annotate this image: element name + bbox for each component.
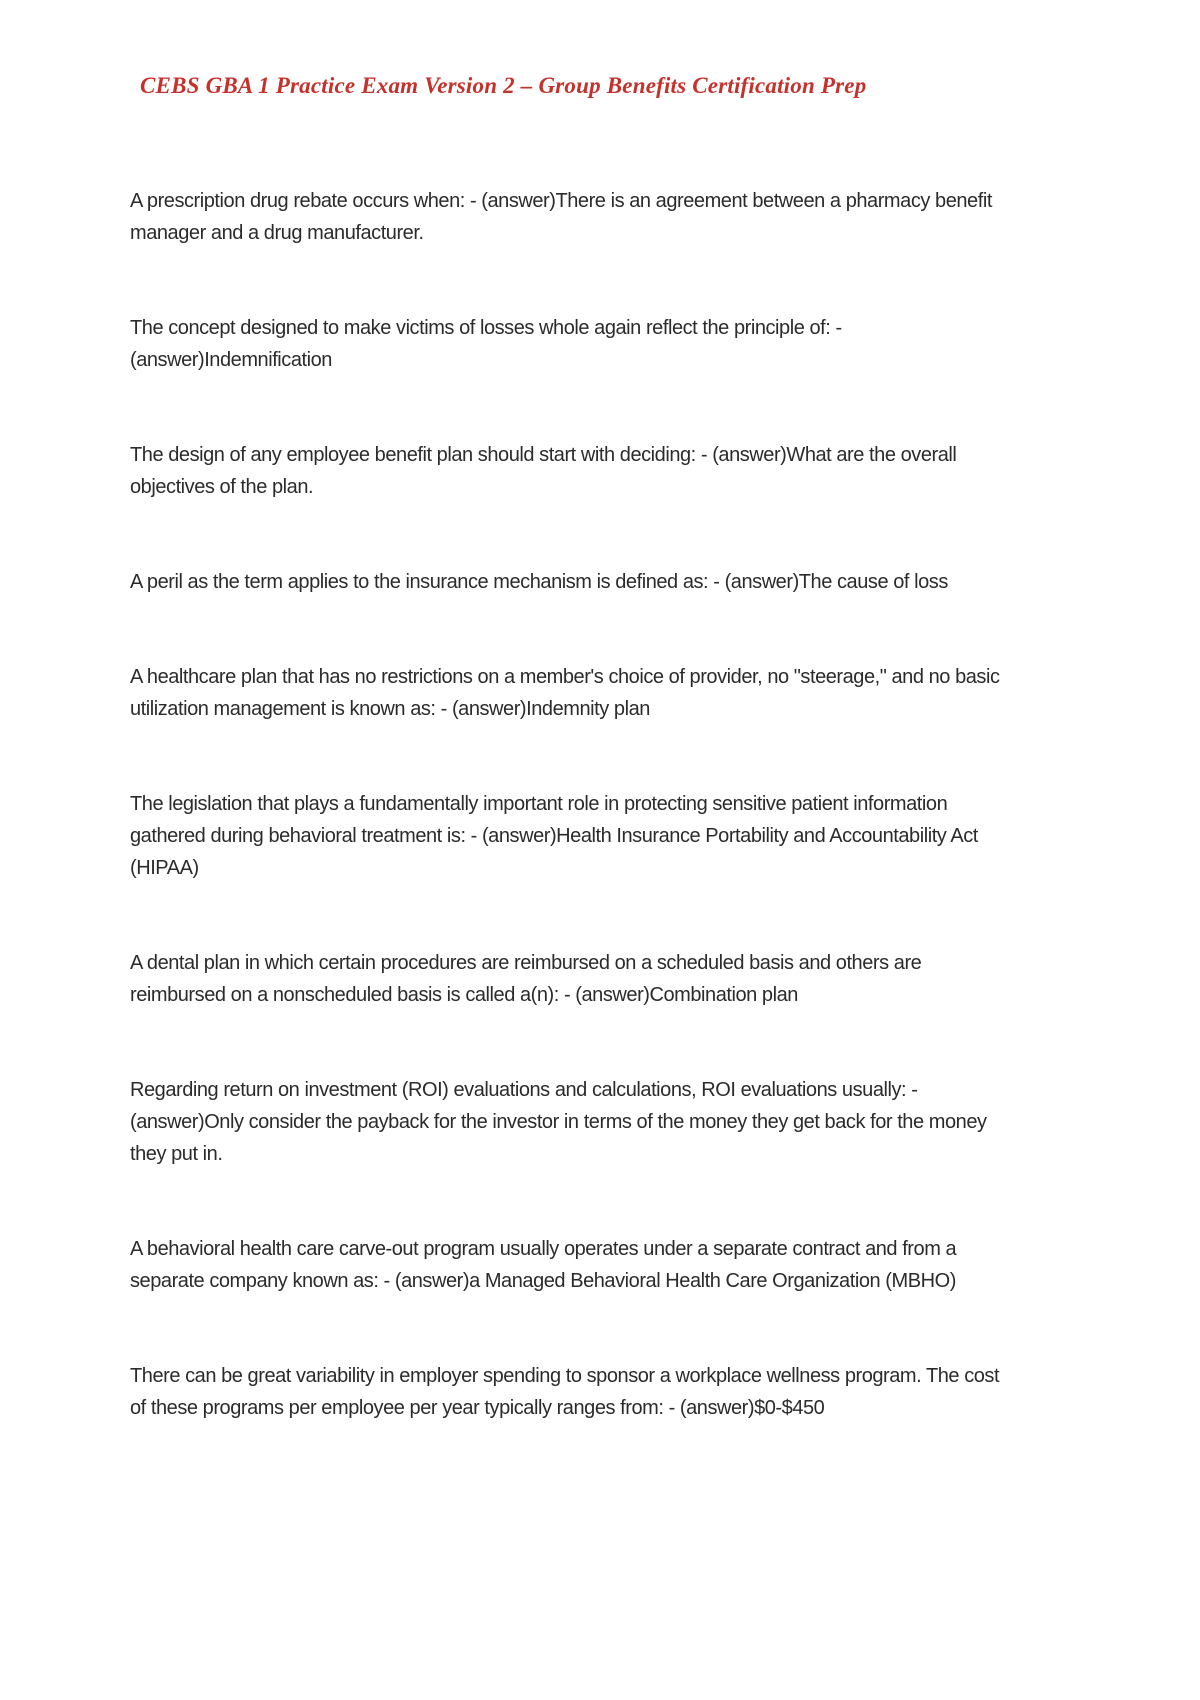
qa-line: A prescription drug rebate occurs when: - (answer)There is an agreement between a pharmacy benefit: [130, 190, 992, 212]
qa-paragraph: [130, 1233, 1090, 1297]
qa-paragraph: [130, 1074, 1090, 1170]
qa-line: (HIPAA): [130, 857, 199, 879]
qa-line: objectives of the plan.: [130, 476, 314, 498]
qa-line: reimbursed on a nonscheduled basis is called a(n): - (answer)Combination plan: [130, 984, 798, 1006]
qa-line: they put in.: [130, 1143, 223, 1165]
qa-line: A healthcare plan that has no restrictions on a member's choice of provider, no "steerage," and no basic: [130, 666, 1000, 688]
qa-line: (answer)Indemnification: [130, 349, 332, 371]
qa-line: utilization management is known as: - (answer)Indemnity plan: [130, 698, 650, 720]
qa-line: The design of any employee benefit plan should start with deciding: - (answer)What are the overall: [130, 444, 957, 466]
qa-line: (answer)Only consider the payback for the investor in terms of the money they get back for the money: [130, 1111, 987, 1133]
qa-line: The legislation that plays a fundamentally important role in protecting sensitive patient information: [130, 793, 948, 815]
qa-line: Regarding return on investment (ROI) evaluations and calculations, ROI evaluations usually: -: [130, 1079, 918, 1101]
document-title: CEBS GBA 1 Practice Exam Version 2 – Group Benefits Certification Prep: [140, 73, 867, 98]
qa-list: [130, 185, 1090, 1424]
qa-paragraph: [130, 788, 1090, 884]
qa-paragraph: [130, 947, 1090, 1011]
qa-paragraph: [130, 185, 1090, 249]
qa-line: manager and a drug manufacturer.: [130, 222, 424, 244]
qa-line: of these programs per employee per year typically ranges from: - (answer)$0-$450: [130, 1397, 825, 1419]
qa-paragraph: [130, 312, 1090, 376]
qa-paragraph: [130, 1360, 1090, 1424]
qa-paragraph: [130, 439, 1090, 503]
qa-paragraph: [130, 566, 1090, 598]
qa-line: There can be great variability in employer spending to sponsor a workplace wellness program. The cost: [130, 1365, 1000, 1387]
qa-line: A behavioral health care carve-out program usually operates under a separate contract and from a: [130, 1238, 957, 1260]
qa-line: A peril as the term applies to the insurance mechanism is defined as: - (answer)The cause of loss: [130, 571, 948, 593]
qa-line: separate company known as: - (answer)a Managed Behavioral Health Care Organization (MBHO): [130, 1270, 956, 1292]
qa-line: The concept designed to make victims of losses whole again reflect the principle of: -: [130, 317, 842, 339]
qa-line: A dental plan in which certain procedures are reimbursed on a scheduled basis and others are: [130, 952, 922, 974]
qa-line: gathered during behavioral treatment is: - (answer)Health Insurance Portability and Accountability Act: [130, 825, 978, 847]
qa-paragraph: [130, 661, 1090, 725]
